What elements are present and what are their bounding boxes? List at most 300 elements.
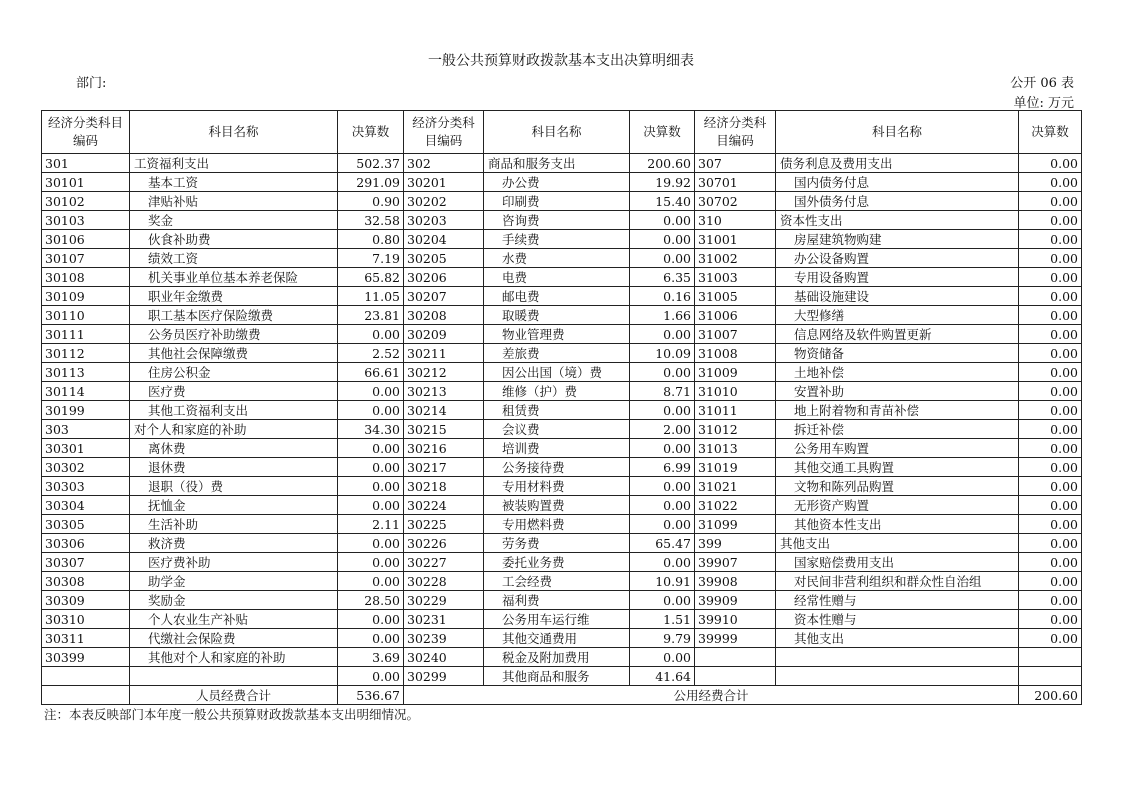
name-cell-1: 奖金	[130, 211, 338, 230]
table-row	[42, 667, 1082, 686]
name-cell-2: 维修（护）费	[484, 382, 630, 401]
name-cell-2: 其他商品和服务	[484, 667, 630, 686]
code-cell-1: 30102	[42, 192, 130, 211]
amount-cell-3: 0.00	[1019, 477, 1082, 496]
table-row	[42, 648, 1082, 667]
code-cell-3: 31005	[695, 287, 776, 306]
amount-cell-3: 0.00	[1019, 230, 1082, 249]
table-row	[42, 173, 1082, 192]
name-cell-2: 劳务费	[484, 534, 630, 553]
amount-cell-3: 0.00	[1019, 382, 1082, 401]
name-cell-2: 商品和服务支出	[484, 154, 630, 173]
code-cell-1: 30106	[42, 230, 130, 249]
code-cell-3: 310	[695, 211, 776, 230]
code-cell-2: 30206	[404, 268, 484, 287]
amount-cell-1: 65.82	[338, 268, 404, 287]
code-cell-2: 30216	[404, 439, 484, 458]
amount-cell-2: 0.00	[630, 325, 695, 344]
table-row	[42, 629, 1082, 648]
name-cell-1: 代缴社会保险费	[130, 629, 338, 648]
code-cell-3: 30701	[695, 173, 776, 192]
table-row	[42, 591, 1082, 610]
amount-cell-2: 19.92	[630, 173, 695, 192]
name-cell-1: 机关事业单位基本养老保险	[130, 268, 338, 287]
name-cell-1: 其他社会保障缴费	[130, 344, 338, 363]
name-cell-1: 公务员医疗补助缴费	[130, 325, 338, 344]
name-cell-1: 退职（役）费	[130, 477, 338, 496]
amount-cell-3: 0.00	[1019, 268, 1082, 287]
code-cell-1: 301	[42, 154, 130, 173]
table-row	[42, 496, 1082, 515]
amount-cell-1: 7.19	[338, 249, 404, 268]
header-amount-3: 决算数	[1019, 111, 1082, 154]
name-cell-1: 抚恤金	[130, 496, 338, 515]
amount-cell-3: 0.00	[1019, 306, 1082, 325]
code-cell-2: 30224	[404, 496, 484, 515]
amount-cell-3: 0.00	[1019, 458, 1082, 477]
code-cell-2: 30225	[404, 515, 484, 534]
code-cell-2: 30228	[404, 572, 484, 591]
page-title: 一般公共预算财政拨款基本支出决算明细表	[428, 53, 694, 69]
code-cell-2: 30217	[404, 458, 484, 477]
amount-cell-1: 2.52	[338, 344, 404, 363]
amount-cell-3: 0.00	[1019, 591, 1082, 610]
name-cell-1: 生活补助	[130, 515, 338, 534]
code-cell-1: 30107	[42, 249, 130, 268]
name-cell-2: 咨询费	[484, 211, 630, 230]
code-cell-3: 31010	[695, 382, 776, 401]
amount-cell-1: 0.00	[338, 458, 404, 477]
amount-cell-3: 0.00	[1019, 192, 1082, 211]
code-cell-3: 399	[695, 534, 776, 553]
amount-cell-3: 0.00	[1019, 401, 1082, 420]
name-cell-1: 伙食补助费	[130, 230, 338, 249]
table-row	[42, 306, 1082, 325]
code-cell-2: 30201	[404, 173, 484, 192]
code-cell-3: 31001	[695, 230, 776, 249]
amount-cell-2: 0.00	[630, 401, 695, 420]
amount-cell-3: 0.00	[1019, 496, 1082, 515]
code-cell-3	[695, 648, 776, 667]
code-cell-2: 30213	[404, 382, 484, 401]
name-cell-2: 其他交通费用	[484, 629, 630, 648]
name-cell-3: 地上附着物和青苗补偿	[776, 401, 1019, 420]
name-cell-3: 大型修缮	[776, 306, 1019, 325]
amount-cell-3: 0.00	[1019, 572, 1082, 591]
code-cell-3: 31003	[695, 268, 776, 287]
amount-cell-1: 34.30	[338, 420, 404, 439]
table-row	[42, 534, 1082, 553]
amount-cell-3: 0.00	[1019, 420, 1082, 439]
table-row	[42, 268, 1082, 287]
amount-cell-2: 0.00	[630, 553, 695, 572]
name-cell-1: 工资福利支出	[130, 154, 338, 173]
name-cell-3: 文物和陈列品购置	[776, 477, 1019, 496]
amount-cell-1: 3.69	[338, 648, 404, 667]
totals-spacer	[42, 686, 130, 705]
name-cell-1: 基本工资	[130, 173, 338, 192]
code-cell-1: 30111	[42, 325, 130, 344]
expenditure-detail-table	[41, 110, 1082, 705]
name-cell-3: 国家赔偿费用支出	[776, 553, 1019, 572]
code-cell-2: 302	[404, 154, 484, 173]
name-cell-2: 手续费	[484, 230, 630, 249]
header-code-1: 经济分类科目编码	[42, 111, 130, 154]
header-code-3: 经济分类科目编码	[695, 111, 776, 154]
table-row	[42, 287, 1082, 306]
header-code-2: 经济分类科目编码	[404, 111, 484, 154]
amount-cell-2: 10.91	[630, 572, 695, 591]
personnel-total-label: 人员经费合计	[130, 686, 338, 705]
table-row	[42, 439, 1082, 458]
unit-label: 单位: 万元	[1013, 96, 1074, 111]
name-cell-1: 其他工资福利支出	[130, 401, 338, 420]
amount-cell-2: 0.00	[630, 648, 695, 667]
totals-row	[42, 686, 1082, 705]
code-cell-3: 31007	[695, 325, 776, 344]
amount-cell-1: 0.00	[338, 382, 404, 401]
code-cell-2: 30218	[404, 477, 484, 496]
table-row	[42, 553, 1082, 572]
code-cell-1: 30311	[42, 629, 130, 648]
name-cell-1: 津贴补贴	[130, 192, 338, 211]
amount-cell-1: 0.00	[338, 477, 404, 496]
code-cell-3	[695, 667, 776, 686]
code-cell-1: 30302	[42, 458, 130, 477]
code-cell-3: 31019	[695, 458, 776, 477]
amount-cell-1: 0.00	[338, 553, 404, 572]
amount-cell-1: 32.58	[338, 211, 404, 230]
name-cell-2: 办公费	[484, 173, 630, 192]
name-cell-2: 差旅费	[484, 344, 630, 363]
name-cell-3: 专用设备购置	[776, 268, 1019, 287]
amount-cell-2: 2.00	[630, 420, 695, 439]
code-cell-3: 31011	[695, 401, 776, 420]
code-cell-2: 30202	[404, 192, 484, 211]
code-cell-1: 30108	[42, 268, 130, 287]
code-cell-1: 30101	[42, 173, 130, 192]
name-cell-3: 其他支出	[776, 629, 1019, 648]
table-row	[42, 192, 1082, 211]
table-row	[42, 610, 1082, 629]
amount-cell-1: 0.00	[338, 534, 404, 553]
code-cell-1: 30306	[42, 534, 130, 553]
amount-cell-1: 66.61	[338, 363, 404, 382]
name-cell-2: 会议费	[484, 420, 630, 439]
amount-cell-2: 8.71	[630, 382, 695, 401]
amount-cell-3: 0.00	[1019, 173, 1082, 192]
name-cell-1: 住房公积金	[130, 363, 338, 382]
name-cell-1: 救济费	[130, 534, 338, 553]
code-cell-2: 30215	[404, 420, 484, 439]
code-cell-2: 30204	[404, 230, 484, 249]
name-cell-1: 医疗费补助	[130, 553, 338, 572]
name-cell-2: 邮电费	[484, 287, 630, 306]
code-cell-1: 30301	[42, 439, 130, 458]
amount-cell-2: 0.00	[630, 591, 695, 610]
code-cell-3: 31009	[695, 363, 776, 382]
amount-cell-2: 0.00	[630, 363, 695, 382]
name-cell-2: 水费	[484, 249, 630, 268]
amount-cell-2: 0.00	[630, 439, 695, 458]
name-cell-3: 国外债务付息	[776, 192, 1019, 211]
name-cell-2: 委托业务费	[484, 553, 630, 572]
code-cell-2: 30209	[404, 325, 484, 344]
public-total-label: 公用经费合计	[404, 686, 1019, 705]
name-cell-2: 专用燃料费	[484, 515, 630, 534]
name-cell-3: 公务用车购置	[776, 439, 1019, 458]
amount-cell-2: 0.00	[630, 249, 695, 268]
name-cell-1: 其他对个人和家庭的补助	[130, 648, 338, 667]
code-cell-1: 30110	[42, 306, 130, 325]
name-cell-1: 退休费	[130, 458, 338, 477]
code-cell-1: 30114	[42, 382, 130, 401]
amount-cell-1: 2.11	[338, 515, 404, 534]
amount-cell-3: 0.00	[1019, 287, 1082, 306]
amount-cell-2: 9.79	[630, 629, 695, 648]
name-cell-1	[130, 667, 338, 686]
table-row	[42, 401, 1082, 420]
amount-cell-3: 0.00	[1019, 211, 1082, 230]
code-cell-1	[42, 667, 130, 686]
name-cell-3: 其他交通工具购置	[776, 458, 1019, 477]
amount-cell-2: 6.99	[630, 458, 695, 477]
name-cell-2: 印刷费	[484, 192, 630, 211]
amount-cell-2: 200.60	[630, 154, 695, 173]
name-cell-1: 离休费	[130, 439, 338, 458]
header-amount-1: 决算数	[338, 111, 404, 154]
name-cell-1: 个人农业生产补贴	[130, 610, 338, 629]
amount-cell-3	[1019, 667, 1082, 686]
name-cell-3: 基础设施建设	[776, 287, 1019, 306]
code-cell-3: 39909	[695, 591, 776, 610]
amount-cell-3: 0.00	[1019, 154, 1082, 173]
code-cell-3: 39999	[695, 629, 776, 648]
code-cell-1: 30399	[42, 648, 130, 667]
amount-cell-3: 0.00	[1019, 439, 1082, 458]
code-cell-2: 30203	[404, 211, 484, 230]
code-cell-2: 30211	[404, 344, 484, 363]
amount-cell-1: 0.00	[338, 439, 404, 458]
code-cell-3: 31002	[695, 249, 776, 268]
table-row	[42, 154, 1082, 173]
table-row	[42, 325, 1082, 344]
code-cell-2: 30239	[404, 629, 484, 648]
code-cell-3: 39910	[695, 610, 776, 629]
name-cell-1: 职工基本医疗保险缴费	[130, 306, 338, 325]
amount-cell-1: 291.09	[338, 173, 404, 192]
code-cell-1: 30308	[42, 572, 130, 591]
amount-cell-3: 0.00	[1019, 534, 1082, 553]
code-cell-1: 30310	[42, 610, 130, 629]
name-cell-2: 租赁费	[484, 401, 630, 420]
form-number: 公开 06 表	[1010, 76, 1074, 91]
amount-cell-2: 65.47	[630, 534, 695, 553]
code-cell-2: 30231	[404, 610, 484, 629]
amount-cell-1: 0.00	[338, 572, 404, 591]
code-cell-3: 31012	[695, 420, 776, 439]
code-cell-1: 30103	[42, 211, 130, 230]
amount-cell-3: 0.00	[1019, 325, 1082, 344]
amount-cell-1: 0.80	[338, 230, 404, 249]
name-cell-3: 信息网络及软件购置更新	[776, 325, 1019, 344]
name-cell-3: 资本性赠与	[776, 610, 1019, 629]
table-header-row	[42, 111, 1082, 154]
table-row	[42, 572, 1082, 591]
code-cell-3: 31008	[695, 344, 776, 363]
code-cell-2: 30229	[404, 591, 484, 610]
name-cell-3: 国内债务付息	[776, 173, 1019, 192]
code-cell-1: 30305	[42, 515, 130, 534]
name-cell-2: 福利费	[484, 591, 630, 610]
header-name-2: 科目名称	[484, 111, 630, 154]
name-cell-2: 专用材料费	[484, 477, 630, 496]
name-cell-3: 无形资产购置	[776, 496, 1019, 515]
name-cell-2: 物业管理费	[484, 325, 630, 344]
name-cell-1: 医疗费	[130, 382, 338, 401]
amount-cell-1: 28.50	[338, 591, 404, 610]
name-cell-3: 办公设备购置	[776, 249, 1019, 268]
code-cell-3: 307	[695, 154, 776, 173]
code-cell-1: 30309	[42, 591, 130, 610]
header-amount-2: 决算数	[630, 111, 695, 154]
code-cell-1: 30109	[42, 287, 130, 306]
amount-cell-1: 0.00	[338, 496, 404, 515]
name-cell-3: 债务利息及费用支出	[776, 154, 1019, 173]
amount-cell-3: 0.00	[1019, 610, 1082, 629]
amount-cell-2: 0.00	[630, 211, 695, 230]
header-name-3: 科目名称	[776, 111, 1019, 154]
table-row	[42, 344, 1082, 363]
amount-cell-2: 1.66	[630, 306, 695, 325]
code-cell-2: 30214	[404, 401, 484, 420]
table-row	[42, 420, 1082, 439]
amount-cell-1: 0.00	[338, 629, 404, 648]
amount-cell-1: 0.00	[338, 325, 404, 344]
name-cell-1: 奖励金	[130, 591, 338, 610]
name-cell-1: 职业年金缴费	[130, 287, 338, 306]
amount-cell-2: 41.64	[630, 667, 695, 686]
name-cell-2: 电费	[484, 268, 630, 287]
amount-cell-2: 15.40	[630, 192, 695, 211]
table-body	[42, 154, 1082, 686]
amount-cell-1: 0.90	[338, 192, 404, 211]
amount-cell-2: 0.00	[630, 230, 695, 249]
code-cell-1: 30307	[42, 553, 130, 572]
table-row	[42, 211, 1082, 230]
table-row	[42, 249, 1082, 268]
header-name-1: 科目名称	[130, 111, 338, 154]
name-cell-3: 拆迁补偿	[776, 420, 1019, 439]
name-cell-2: 被装购置费	[484, 496, 630, 515]
code-cell-2: 30207	[404, 287, 484, 306]
code-cell-1: 30303	[42, 477, 130, 496]
name-cell-3: 对民间非营利组织和群众性自治组	[776, 572, 1019, 591]
code-cell-2: 30299	[404, 667, 484, 686]
code-cell-3: 31006	[695, 306, 776, 325]
amount-cell-2: 1.51	[630, 610, 695, 629]
amount-cell-2: 0.00	[630, 496, 695, 515]
name-cell-2: 培训费	[484, 439, 630, 458]
name-cell-3	[776, 648, 1019, 667]
name-cell-2: 公务接待费	[484, 458, 630, 477]
department-label: 部门:	[76, 76, 107, 91]
code-cell-1: 30112	[42, 344, 130, 363]
name-cell-2: 税金及附加费用	[484, 648, 630, 667]
amount-cell-3: 0.00	[1019, 249, 1082, 268]
amount-cell-3: 0.00	[1019, 363, 1082, 382]
name-cell-1: 对个人和家庭的补助	[130, 420, 338, 439]
code-cell-2: 30240	[404, 648, 484, 667]
table-row	[42, 382, 1082, 401]
code-cell-2: 30212	[404, 363, 484, 382]
amount-cell-1: 0.00	[338, 401, 404, 420]
amount-cell-1: 0.00	[338, 667, 404, 686]
name-cell-3: 土地补偿	[776, 363, 1019, 382]
amount-cell-3: 0.00	[1019, 515, 1082, 534]
code-cell-2: 30227	[404, 553, 484, 572]
name-cell-2: 因公出国（境）费	[484, 363, 630, 382]
table-row	[42, 458, 1082, 477]
table-note: 注：本表反映部门本年度一般公共预算财政拨款基本支出明细情况。	[44, 707, 420, 722]
amount-cell-2: 0.00	[630, 477, 695, 496]
name-cell-3: 物资储备	[776, 344, 1019, 363]
name-cell-3: 经常性赠与	[776, 591, 1019, 610]
code-cell-3: 39907	[695, 553, 776, 572]
code-cell-3: 30702	[695, 192, 776, 211]
amount-cell-2: 6.35	[630, 268, 695, 287]
code-cell-1: 30199	[42, 401, 130, 420]
amount-cell-1: 502.37	[338, 154, 404, 173]
table-row	[42, 363, 1082, 382]
table-row	[42, 230, 1082, 249]
name-cell-2: 取暖费	[484, 306, 630, 325]
amount-cell-1: 23.81	[338, 306, 404, 325]
code-cell-1: 30304	[42, 496, 130, 515]
name-cell-2: 工会经费	[484, 572, 630, 591]
amount-cell-3: 0.00	[1019, 553, 1082, 572]
name-cell-3: 资本性支出	[776, 211, 1019, 230]
name-cell-3: 房屋建筑物购建	[776, 230, 1019, 249]
name-cell-3: 其他资本性支出	[776, 515, 1019, 534]
code-cell-2: 30205	[404, 249, 484, 268]
code-cell-3: 31099	[695, 515, 776, 534]
code-cell-3: 31013	[695, 439, 776, 458]
code-cell-3: 31021	[695, 477, 776, 496]
name-cell-3: 安置补助	[776, 382, 1019, 401]
name-cell-1: 绩效工资	[130, 249, 338, 268]
amount-cell-1: 0.00	[338, 610, 404, 629]
table-row	[42, 477, 1082, 496]
personnel-total-value: 536.67	[338, 686, 404, 705]
name-cell-1: 助学金	[130, 572, 338, 591]
code-cell-2: 30208	[404, 306, 484, 325]
amount-cell-2: 10.09	[630, 344, 695, 363]
code-cell-3: 39908	[695, 572, 776, 591]
public-total-value: 200.60	[1019, 686, 1082, 705]
code-cell-3: 31022	[695, 496, 776, 515]
code-cell-1: 30113	[42, 363, 130, 382]
amount-cell-3: 0.00	[1019, 629, 1082, 648]
amount-cell-3	[1019, 648, 1082, 667]
code-cell-1: 303	[42, 420, 130, 439]
amount-cell-3: 0.00	[1019, 344, 1082, 363]
amount-cell-2: 0.16	[630, 287, 695, 306]
name-cell-2: 公务用车运行维	[484, 610, 630, 629]
name-cell-3	[776, 667, 1019, 686]
table-row	[42, 515, 1082, 534]
code-cell-2: 30226	[404, 534, 484, 553]
